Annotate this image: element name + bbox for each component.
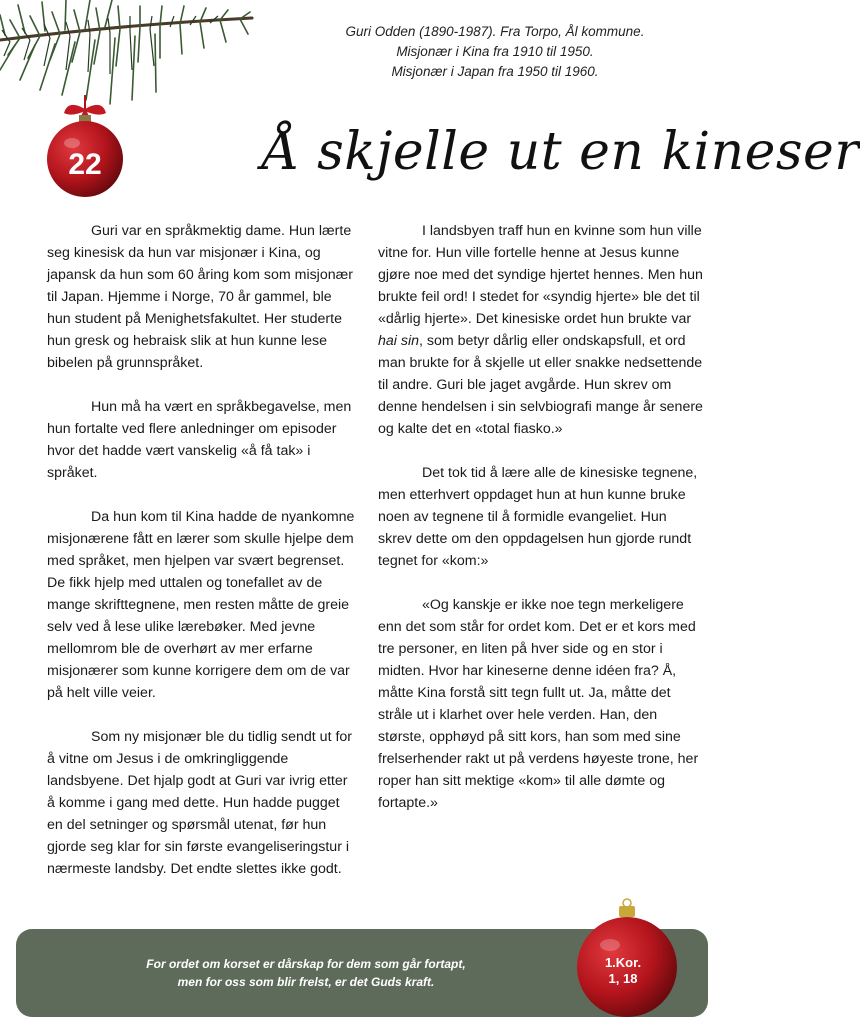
reference-line: 1.Kor.	[604, 955, 642, 970]
paragraph: Da hun kom til Kina hadde de nyankomne misjonærene fått en lærer som skulle hjelpe dem med språket, men hjelpen var svært begrenset. De fikk hjelp med uttalen og tonefallet av de mange skrifttegnene, men resten måtte de greie selv ved å lese ulike lærebøker. Med jevne mellomrom ble de overhørt av mer erfarne misjonærer som kunne korrigere dem om de var på helt ville veier.	[47, 509, 355, 701]
italic-term: hai sin	[378, 333, 420, 349]
paragraph: Hun må ha vært en språkbegavelse, men hun fortalte ved flere anledninger om episoder hvor det hadde vært vanskelig «å få tak» i språket.	[47, 399, 352, 481]
page-title: Å skjelle ut en kineser	[262, 122, 860, 182]
reference-line: 1, 18	[608, 971, 638, 986]
left-text-column	[47, 220, 359, 902]
biography-note	[330, 22, 660, 82]
paragraph: Guri var en språkmektig dame. Hun lærte seg kinesisk da hun var misjonær i Kina, og japansk da hun som 60 åring kom som misjonær til Japan. Hjemme i Norge, 70 år gammel, ble hun student på Menighetsfakultet. Her studerte hun gresk og hebraisk slik at hun kunne lese bibelen på grunnspråket.	[47, 223, 353, 371]
bio-line: Guri Odden (1890-1987). Fra Torpo, Ål kommune.	[345, 24, 645, 39]
verse-line: men for oss som blir frelst, er det Guds kraft.	[177, 975, 435, 989]
text-run: I landsbyen traff hun en kvinne som hun ville vitne for. Hun ville fortelle henne at Jesus kunne gjøre noe med det syndige hjertet hennes. Men hun brukte feil ord! I stedet for «syndig hjerte» ble det til «dårlig hjerte». Det kinesiske ordet hun brukte var	[378, 223, 703, 327]
paragraph: Som ny misjonær ble du tidlig sendt ut for å vitne om Jesus i de omkringliggende landsbyene. Det hjalp godt at Guri var ivrig etter å komme i gang med dette. Hun hadde pugget en del setninger og spørsmål utenat, før hun gjorde seg klar for sin første evangeliseringstur i nærmeste landsby. Det endte slettes ikke godt.	[47, 729, 353, 877]
bible-verse	[76, 955, 536, 991]
right-text-column	[378, 220, 704, 836]
paragraph: «Og kanskje er ikke noe tegn merkeligere enn det som står for ordet kom. Det er et kors med tre personer, en liten på hver side og en stor i midten. Hvor har kineserne denne idéen fra? Å, måtte Kina forstå sitt tegn fullt ut. Ja, måtte det stråle ut i klarhet over hele verden. Han, den største, opphøyd på sitt kors, han som med sine frelserhender rakt ut på verdens høyeste trone, her roper han sitt mektige «kom» til alle dømte og fortapte.»	[378, 597, 699, 811]
fir-branch-illustration	[0, 0, 260, 110]
text-run: , som betyr dårlig eller ondskapsfull, et ord man brukte for å skjelle ut eller snakke nedsettende til andre. Guri ble jaget avgårde. Hun skrev om denne hendelsen i sin selvbiografi mange år senere og kalte det en «total fiasko.»	[378, 333, 703, 437]
bible-reference	[574, 955, 672, 987]
bio-line: Misjonær i Kina fra 1910 til 1950.	[396, 44, 594, 59]
paragraph	[378, 220, 704, 440]
day-number: 22	[68, 148, 102, 181]
verse-line: For ordet om korset er dårskap for dem som går fortapt,	[146, 957, 466, 971]
bio-line: Misjonær i Japan fra 1950 til 1960.	[391, 64, 599, 79]
paragraph: Det tok tid å lære alle de kinesiske tegnene, men etterhvert oppdaget hun at hun kunne bruke noen av tegnene til å formidle evangeliet. Hun skrev dette om den oppdagelsen hun gjorde rundt tegnet for «kom:»	[378, 465, 698, 569]
